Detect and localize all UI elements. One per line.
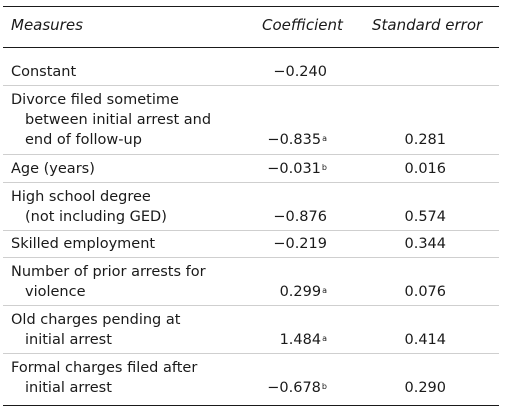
significance-marker: a bbox=[322, 134, 327, 143]
row-standard-error: 0.344 bbox=[404, 236, 446, 252]
row-label bbox=[11, 62, 251, 82]
row-label-line: (not including GED) bbox=[25, 209, 167, 225]
row-label bbox=[11, 187, 251, 227]
row-standard-error: 0.574 bbox=[404, 209, 446, 225]
significance-marker: b bbox=[321, 163, 327, 172]
row-label-line: Old charges pending at bbox=[11, 312, 181, 328]
row-divider bbox=[3, 85, 499, 86]
header-measures: Measures bbox=[11, 16, 83, 34]
row-label-line: Constant bbox=[11, 64, 77, 80]
row-label bbox=[11, 159, 251, 179]
header-standard-error: Standard error bbox=[372, 16, 483, 34]
row-label-line: initial arrest bbox=[25, 380, 112, 396]
row-coefficient bbox=[280, 282, 327, 302]
table-header-rule bbox=[3, 47, 499, 48]
row-label bbox=[11, 358, 251, 398]
row-divider bbox=[3, 257, 499, 258]
coefficient-value: −0.240 bbox=[273, 64, 327, 80]
row-label-line: end of follow-up bbox=[25, 132, 142, 148]
row-label bbox=[11, 310, 251, 350]
row-label-line: Skilled employment bbox=[11, 236, 156, 252]
row-standard-error: 0.414 bbox=[404, 332, 446, 348]
row-divider bbox=[3, 182, 499, 183]
row-label bbox=[11, 262, 251, 302]
row-label-line: Age (years) bbox=[11, 161, 95, 177]
row-label-line: Number of prior arrests for bbox=[11, 264, 206, 280]
table-top-rule bbox=[3, 6, 499, 7]
row-coefficient bbox=[273, 207, 327, 227]
row-label-line: Divorce filed sometime bbox=[11, 92, 179, 108]
row-standard-error: 0.281 bbox=[404, 132, 446, 148]
row-label bbox=[11, 234, 251, 254]
coefficient-value: 1.484 bbox=[279, 332, 322, 348]
significance-marker: a bbox=[322, 334, 327, 343]
row-standard-error: 0.016 bbox=[404, 161, 446, 177]
row-standard-error: 0.076 bbox=[404, 284, 446, 300]
row-standard-error: 0.290 bbox=[404, 380, 446, 396]
row-divider bbox=[3, 353, 499, 354]
row-coefficient bbox=[267, 159, 327, 179]
row-divider bbox=[3, 305, 499, 306]
row-coefficient bbox=[273, 62, 327, 82]
row-coefficient bbox=[280, 330, 327, 350]
coefficient-value: −0.876 bbox=[273, 209, 327, 225]
table-bottom-rule bbox=[3, 405, 499, 406]
row-label bbox=[11, 90, 251, 150]
significance-marker: a bbox=[322, 286, 327, 295]
header-coefficient: Coefficient bbox=[262, 16, 343, 34]
row-coefficient bbox=[267, 378, 327, 398]
coefficient-value: −0.031 bbox=[267, 161, 321, 177]
coefficient-value: −0.835 bbox=[267, 132, 322, 148]
coefficient-value: −0.219 bbox=[273, 236, 327, 252]
row-label-line: High school degree bbox=[11, 189, 151, 205]
coefficient-value: −0.678 bbox=[267, 380, 321, 396]
row-coefficient bbox=[273, 234, 327, 254]
row-label-line: initial arrest bbox=[25, 332, 112, 348]
row-coefficient bbox=[267, 130, 327, 150]
table-header bbox=[0, 16, 505, 38]
row-label-line: between initial arrest and bbox=[25, 112, 212, 128]
row-divider bbox=[3, 230, 499, 231]
coefficient-value: 0.299 bbox=[279, 284, 322, 300]
significance-marker: b bbox=[321, 382, 327, 391]
row-divider bbox=[3, 154, 499, 155]
row-label-line: Formal charges filed after bbox=[11, 360, 198, 376]
row-label-line: violence bbox=[25, 284, 86, 300]
